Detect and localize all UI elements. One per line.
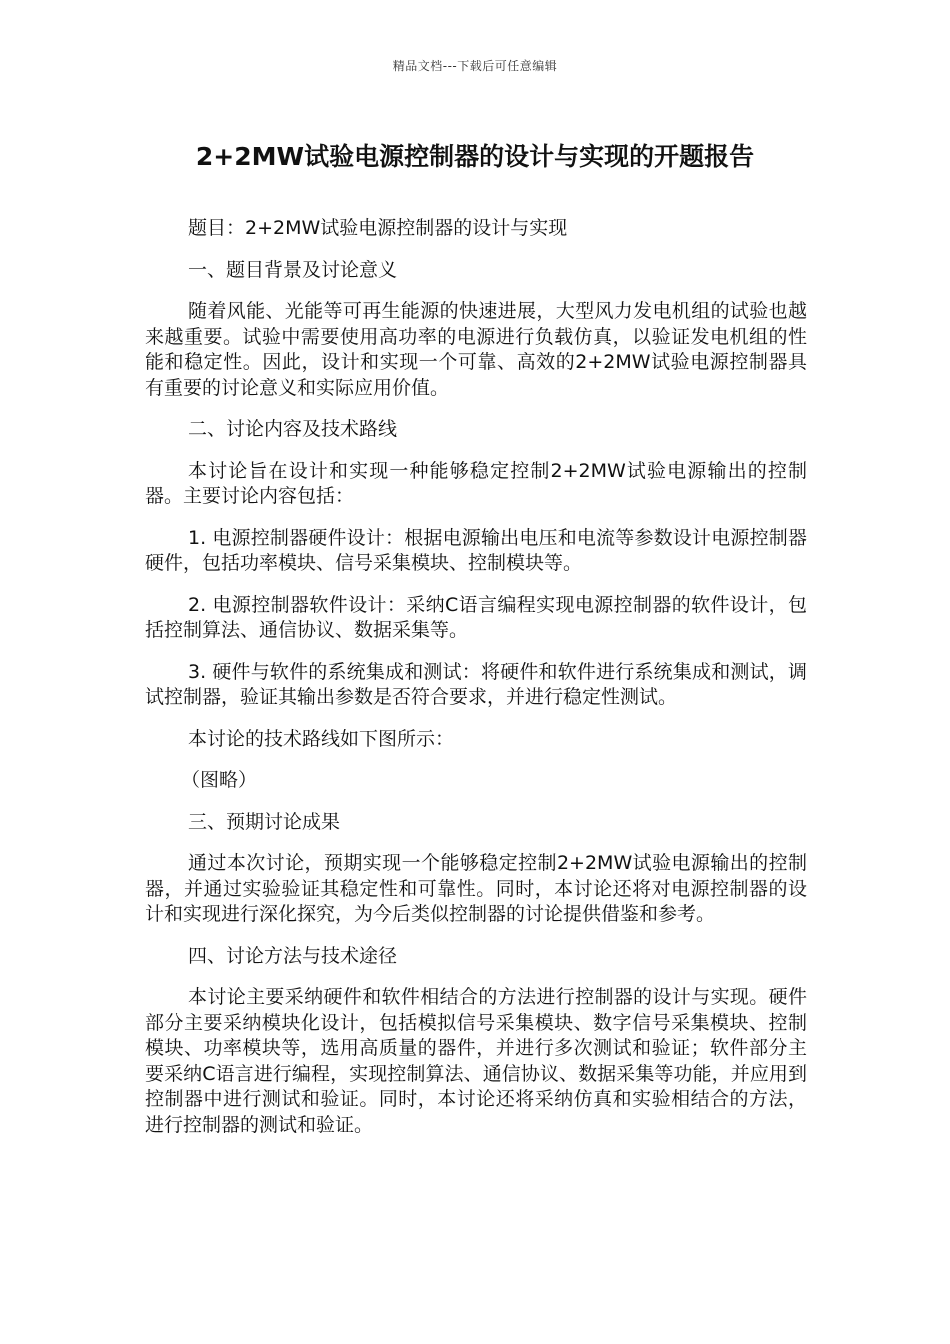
section-paragraph-results: 通过本次讨论，预期实现一个能够稳定控制2+2MW试验电源输出的控制器，并通过实验验证其稳定性和可靠性。同时，本讨论还将对电源控制器的设计和实现进行深化探究，为今后类似控制器的讨论提供借鉴和参考。 <box>145 852 807 925</box>
section-paragraph-methods: 本讨论主要采纳硬件和软件相结合的方法进行控制器的设计与实现。硬件部分主要采纳模块化设计，包括模拟信号采集模块、数字信号采集模块、控制模块、功率模块等，选用高质量的器件，并进行多次测试和验证；软件部分主要采纳C语言进行编程，实现控制算法、通信协议、数据采集等功能，并应用到控制器中进行测试和验证。同时，本讨论还将采纳仿真和实验相结合的方法，进行控制器的测试和验证。 <box>145 986 807 1136</box>
section-paragraph-content-intro: 本讨论旨在设计和实现一种能够稳定控制2+2MW试验电源输出的控制器。主要讨论内容包括： <box>145 459 807 507</box>
section-heading-methods: 四、讨论方法与技术途径 <box>188 944 398 967</box>
document-body <box>145 216 807 1154</box>
list-item: 2. 电源控制器软件设计：采纳C语言编程实现电源控制器的软件设计，包括控制算法、通信协议、数据采集等。 <box>145 593 807 641</box>
section-heading-background: 一、题目背景及讨论意义 <box>188 258 398 281</box>
route-intro: 本讨论的技术路线如下图所示： <box>188 727 455 750</box>
header-watermark-note: 精品文档---下载后可任意编辑 <box>392 59 558 73</box>
section-heading-results: 三、预期讨论成果 <box>188 810 341 833</box>
list-item: 3. 硬件与软件的系统集成和测试：将硬件和软件进行系统集成和测试，调试控制器，验证其输出参数是否符合要求，并进行稳定性测试。 <box>145 660 807 708</box>
document-title: 2+2MW试验电源控制器的设计与实现的开题报告 <box>195 142 755 171</box>
list-item: 1. 电源控制器硬件设计：根据电源输出电压和电流等参数设计电源控制器硬件，包括功率模块、信号采集模块、控制模块等。 <box>145 526 807 574</box>
figure-omitted-note: （图略） <box>181 769 258 791</box>
topic-line: 题目：2+2MW试验电源控制器的设计与实现 <box>188 217 568 239</box>
section-paragraph-background: 随着风能、光能等可再生能源的快速进展，大型风力发电机组的试验也越来越重要。试验中需要使用高功率的电源进行负载仿真，以验证发电机组的性能和稳定性。因此，设计和实现一个可靠、高效的2+2MW试验电源控制器具有重要的讨论意义和实际应用价值。 <box>145 300 807 399</box>
section-heading-content: 二、讨论内容及技术路线 <box>188 418 398 440</box>
